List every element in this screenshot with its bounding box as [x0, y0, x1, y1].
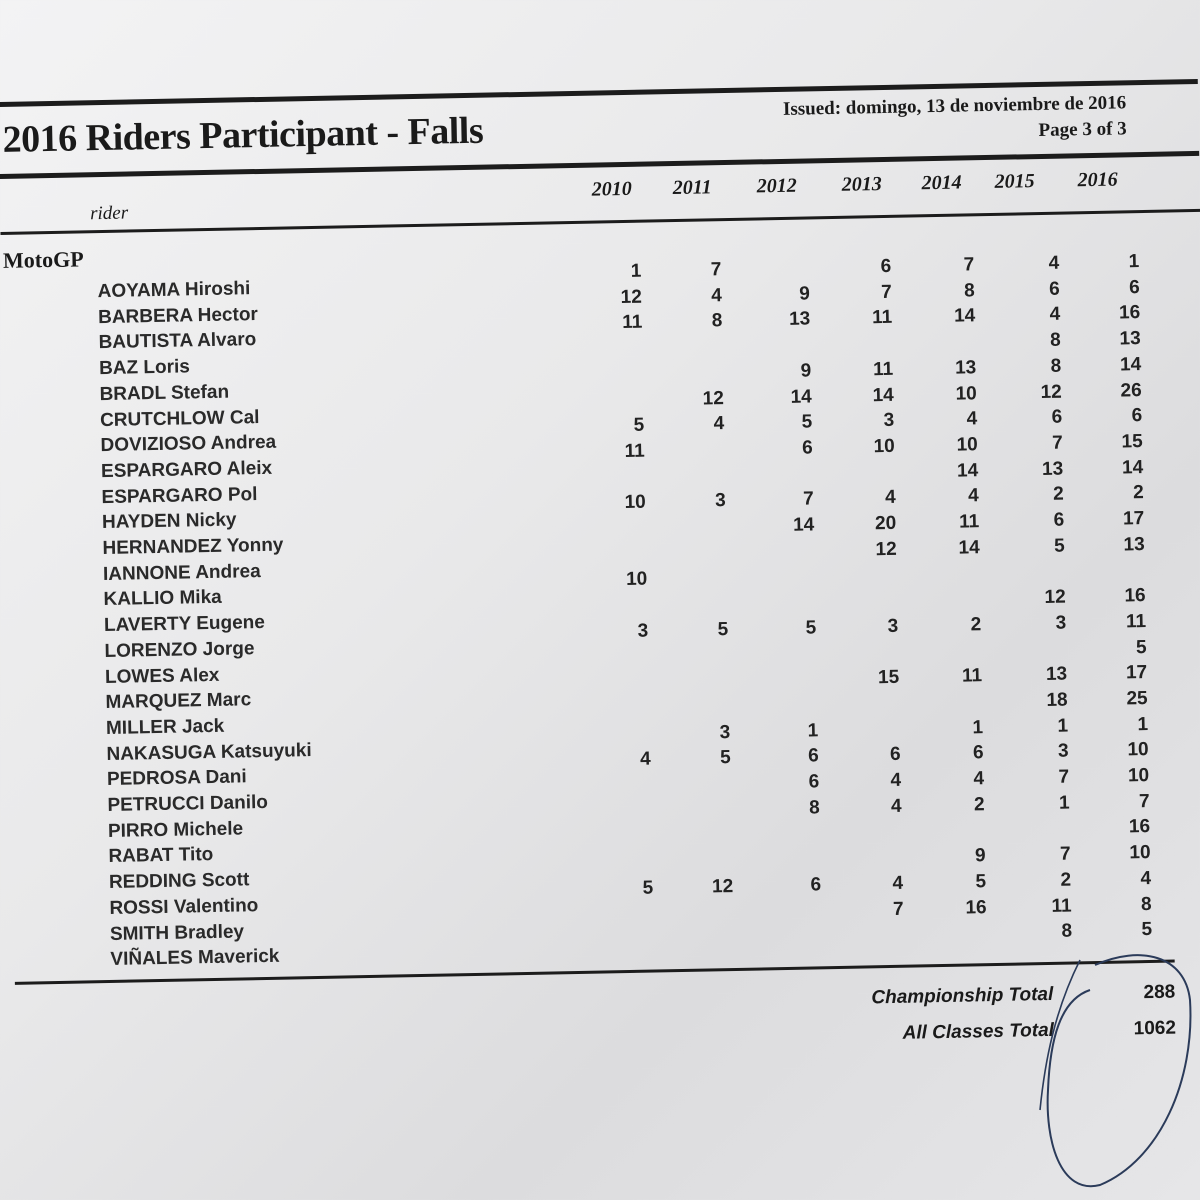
year-header-2015: 2015 [994, 170, 1035, 193]
falls-2011: 4 [713, 413, 725, 435]
falls-2011: 5 [717, 618, 729, 641]
falls-2016: 16 [1118, 302, 1141, 324]
rider-name: LAVERTY Eugene [103, 612, 266, 637]
falls-2014: 2 [973, 793, 985, 816]
falls-2015: 18 [1046, 689, 1068, 711]
falls-2012: 6 [801, 437, 813, 459]
falls-2013: 4 [884, 487, 896, 509]
falls-2014: 5 [975, 870, 987, 893]
rider-column-header: rider [89, 202, 129, 225]
falls-2011: 8 [711, 310, 723, 332]
falls-2013: 3 [887, 615, 899, 637]
falls-2014: 14 [956, 459, 979, 482]
falls-2014: 2 [970, 614, 982, 636]
falls-2016: 13 [1123, 533, 1145, 556]
falls-2010: 11 [622, 312, 643, 334]
rider-name: PEDROSA Dani [106, 766, 247, 791]
falls-2016: 17 [1125, 662, 1148, 684]
falls-2013: 6 [889, 744, 901, 766]
falls-2012: 9 [799, 283, 810, 305]
falls-2015: 4 [1049, 304, 1061, 326]
rider-name: PETRUCCI Danilo [107, 791, 269, 817]
falls-2012: 14 [792, 514, 815, 536]
rider-name: ESPARGARO Aleix [100, 457, 273, 482]
falls-2010: 4 [639, 748, 651, 771]
falls-2015: 6 [1048, 278, 1060, 300]
falls-2014: 16 [965, 896, 987, 919]
falls-2013: 6 [880, 255, 892, 278]
falls-2012: 1 [807, 719, 819, 742]
rider-name: PIRRO Michele [107, 818, 244, 842]
falls-2016: 16 [1128, 816, 1151, 838]
championship-total-value: 288 [1143, 981, 1176, 1004]
year-header-2016: 2016 [1077, 168, 1118, 192]
falls-2013: 20 [874, 512, 897, 535]
rider-name: KALLIO Mika [103, 587, 222, 611]
falls-2014: 14 [958, 536, 980, 559]
falls-2016: 10 [1127, 739, 1149, 761]
rider-name: IANNONE Andrea [102, 560, 261, 585]
falls-2010: 11 [624, 440, 645, 462]
falls-2014: 8 [963, 279, 975, 302]
falls-2015: 11 [1051, 895, 1072, 917]
rider-name: REDDING Scott [108, 869, 250, 894]
falls-2015: 7 [1051, 432, 1063, 454]
falls-2013: 11 [872, 358, 894, 381]
falls-2016: 7 [1138, 790, 1150, 812]
falls-2013: 4 [890, 795, 902, 817]
rider-name: HERNANDEZ Yonny [102, 534, 284, 560]
falls-2010: 5 [642, 877, 654, 899]
rider-name: LOWES Alex [104, 664, 220, 688]
falls-2011: 5 [719, 747, 731, 769]
falls-2015: 5 [1053, 535, 1065, 557]
falls-2011: 3 [719, 721, 731, 743]
falls-2016: 25 [1126, 687, 1148, 710]
falls-2015: 8 [1050, 355, 1062, 377]
falls-2015: 2 [1052, 483, 1064, 506]
falls-2015: 13 [1045, 663, 1068, 686]
rider-name: HAYDEN Nicky [101, 509, 237, 534]
falls-2013: 12 [875, 538, 897, 560]
falls-2015: 3 [1055, 612, 1067, 634]
falls-2013: 3 [883, 410, 895, 432]
rider-name: NAKASUGA Katsuyuki [106, 739, 312, 765]
falls-2015: 1 [1057, 715, 1069, 737]
falls-2010: 1 [630, 260, 642, 282]
falls-2011: 3 [714, 490, 726, 512]
falls-2010: 3 [637, 620, 649, 642]
falls-2014: 13 [954, 357, 977, 379]
issued-date: Issued: domingo, 13 de noviembre de 2016 [782, 92, 1127, 120]
falls-2015: 3 [1057, 740, 1069, 763]
falls-2016: 1 [1137, 713, 1149, 735]
rider-name: BARBERA Hector [97, 303, 259, 328]
falls-2016: 15 [1121, 430, 1143, 453]
falls-2016: 6 [1131, 405, 1143, 427]
falls-2016: 10 [1127, 765, 1150, 787]
falls-2016: 11 [1125, 610, 1147, 633]
falls-2013: 14 [872, 384, 894, 406]
falls-2010: 10 [625, 568, 648, 591]
falls-2015: 13 [1041, 458, 1064, 480]
falls-2014: 9 [974, 845, 986, 867]
rider-name: DOVIZIOSO Andrea [100, 431, 277, 457]
falls-2014: 4 [967, 485, 979, 507]
falls-2016: 5 [1135, 636, 1147, 658]
falls-2014: 4 [966, 408, 978, 430]
page-number: Page 3 of 3 [1038, 118, 1127, 142]
falls-2013: 15 [877, 666, 900, 689]
falls-2014: 10 [955, 382, 977, 405]
year-header-2010: 2010 [591, 177, 632, 201]
rider-name: BAZ Loris [98, 356, 191, 380]
rider-name: SMITH Bradley [109, 920, 245, 945]
falls-2014: 11 [961, 665, 983, 687]
falls-2014: 14 [953, 305, 976, 328]
falls-2014: 11 [958, 511, 980, 533]
rider-name: BAUTISTA Alvaro [98, 329, 257, 354]
rider-name: VIÑALES Maverick [110, 945, 280, 971]
rider-name: MILLER Jack [105, 715, 225, 739]
falls-2016: 4 [1140, 867, 1152, 889]
falls-2016: 2 [1132, 482, 1144, 504]
falls-2016: 8 [1140, 893, 1152, 915]
falls-2012: 9 [800, 360, 812, 382]
rider-name: CRUTCHLOW Cal [99, 406, 260, 431]
falls-2011: 4 [711, 284, 723, 307]
rider-name: RABAT Tito [108, 844, 214, 868]
all-classes-total-value: 1062 [1133, 1017, 1177, 1040]
falls-2014: 4 [973, 768, 985, 790]
falls-2015: 1 [1058, 792, 1070, 814]
year-header-2011: 2011 [672, 176, 712, 200]
falls-2014: 10 [956, 434, 978, 456]
falls-2014: 1 [972, 716, 984, 738]
falls-2015: 8 [1049, 329, 1061, 351]
falls-2010: 5 [633, 414, 645, 437]
falls-2016: 6 [1128, 276, 1140, 298]
championship-total-label: Championship Total [871, 983, 1054, 1009]
falls-2015: 8 [1061, 920, 1073, 942]
falls-2015: 6 [1053, 509, 1065, 531]
section-motogp: MotoGP [2, 246, 84, 273]
falls-2012: 7 [802, 488, 814, 510]
falls-2016: 17 [1122, 508, 1145, 530]
falls-2013: 4 [890, 769, 902, 791]
falls-2015: 7 [1059, 843, 1071, 865]
falls-2015: 7 [1058, 766, 1070, 788]
rider-name: ESPARGARO Pol [101, 483, 258, 508]
falls-2015: 6 [1051, 406, 1063, 428]
year-header-2012: 2012 [756, 174, 797, 198]
falls-2013: 7 [880, 281, 892, 303]
falls-2016: 1 [1128, 251, 1140, 273]
falls-2012: 14 [790, 385, 812, 408]
falls-2012: 6 [810, 874, 822, 896]
falls-2016: 5 [1141, 919, 1153, 941]
rider-name: LORENZO Jorge [104, 637, 255, 662]
falls-2016: 26 [1120, 379, 1142, 401]
falls-2014: 7 [963, 254, 975, 276]
falls-2013: 10 [873, 435, 895, 458]
falls-2011: 12 [702, 387, 724, 410]
document-title: 2016 Riders Participant - Falls [2, 109, 484, 161]
falls-2012: 6 [808, 771, 820, 793]
all-classes-total-label: All Classes Total [902, 1019, 1055, 1044]
falls-2015: 12 [1040, 381, 1062, 403]
falls-2011: 7 [710, 259, 722, 281]
falls-2014: 6 [972, 742, 984, 764]
year-header-2014: 2014 [921, 171, 962, 195]
falls-2012: 5 [801, 411, 813, 433]
falls-2016: 10 [1129, 842, 1151, 864]
rider-name: MARQUEZ Marc [105, 689, 252, 714]
falls-2016: 13 [1119, 328, 1141, 350]
falls-2016: 14 [1121, 456, 1144, 479]
falls-2015: 12 [1044, 586, 1066, 609]
falls-2012: 5 [805, 617, 817, 639]
rider-name: BRADL Stefan [99, 381, 230, 405]
falls-2016: 16 [1124, 585, 1146, 607]
falls-2015: 4 [1048, 252, 1060, 274]
falls-2010: 12 [620, 286, 643, 308]
rider-name: ROSSI Valentino [109, 894, 259, 919]
falls-2013: 7 [892, 898, 904, 920]
falls-2013: 11 [871, 307, 893, 329]
falls-2016: 14 [1119, 353, 1142, 376]
falls-2013: 4 [892, 872, 904, 894]
falls-2010: 10 [624, 491, 646, 514]
falls-2015: 2 [1060, 869, 1072, 891]
year-header-2013: 2013 [841, 173, 882, 196]
falls-2011: 12 [711, 875, 734, 898]
falls-2012: 8 [808, 797, 820, 819]
rider-name: AOYAMA Hiroshi [97, 278, 251, 303]
falls-2012: 13 [788, 308, 811, 331]
falls-2012: 6 [807, 745, 819, 767]
